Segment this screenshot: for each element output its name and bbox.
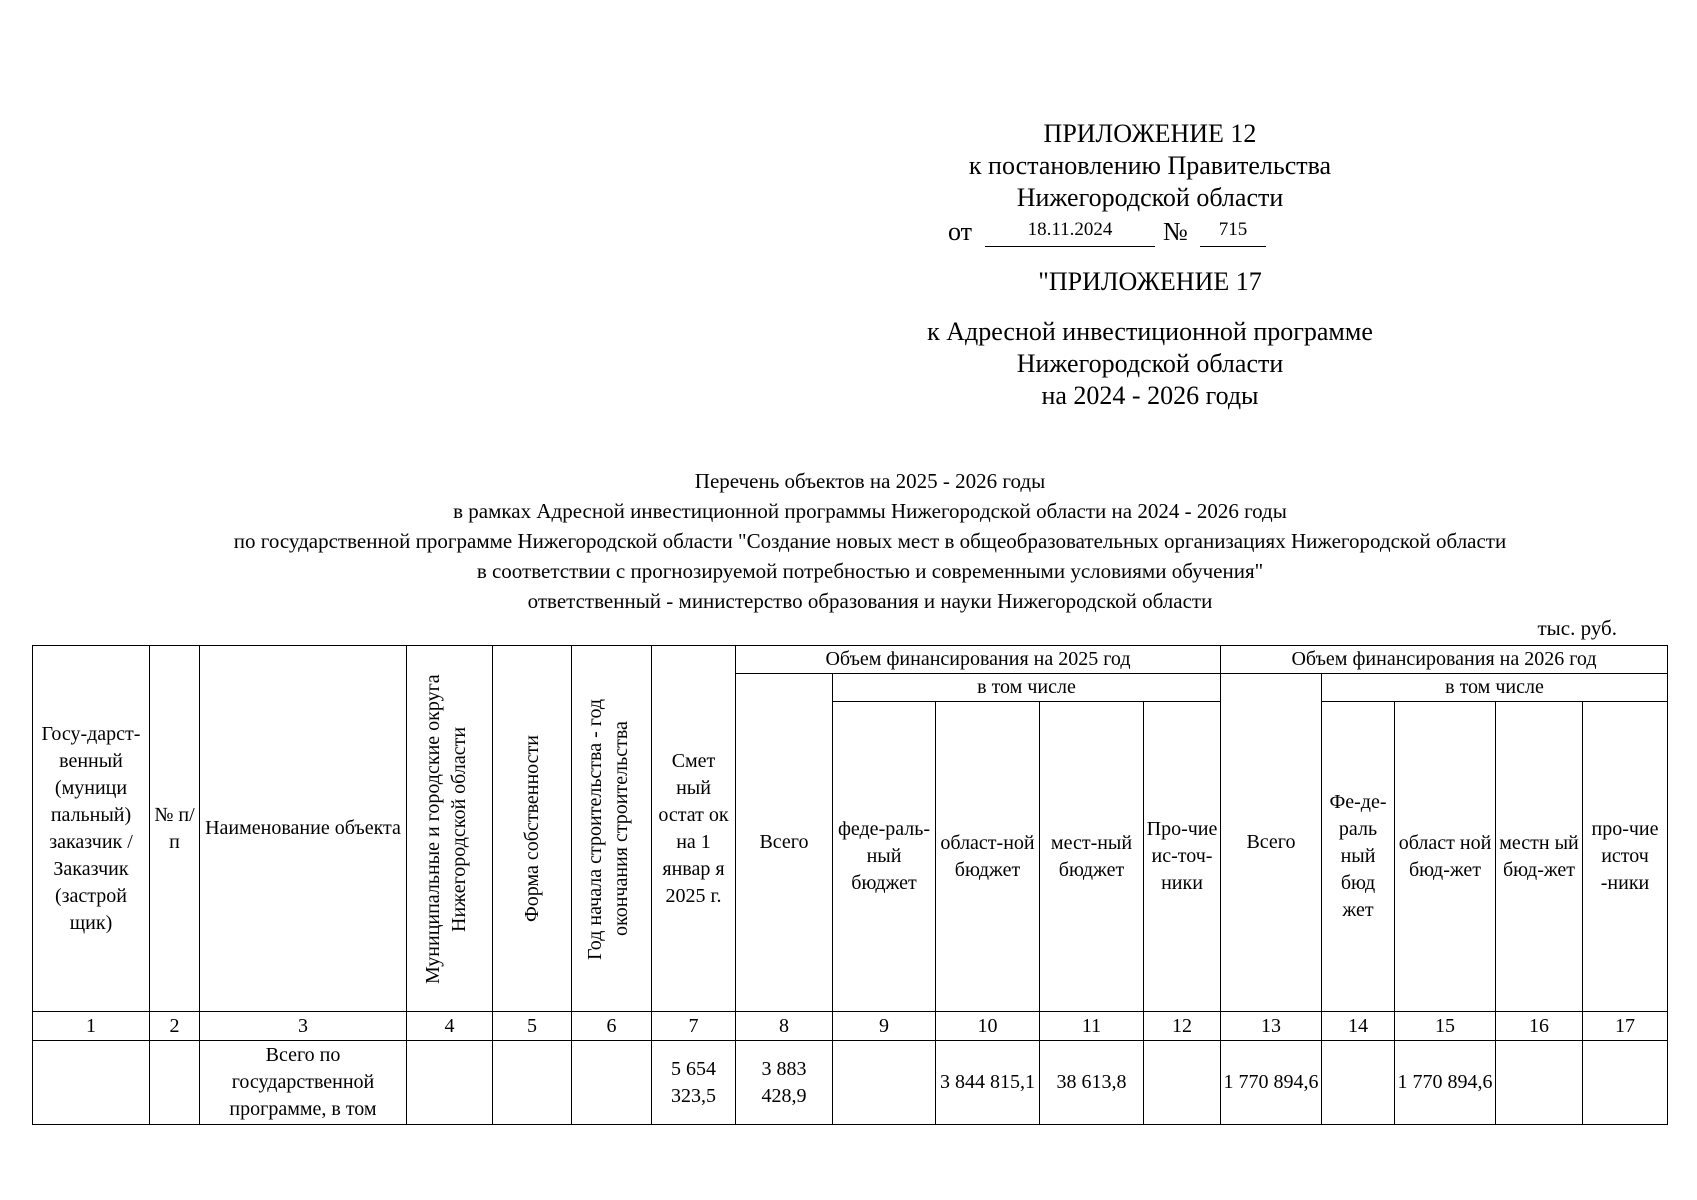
col-num-15: 15: [1395, 1012, 1496, 1041]
col-num-9: 9: [833, 1012, 936, 1041]
col-num-12: 12: [1144, 1012, 1221, 1041]
financing-table: [32, 645, 1668, 1125]
header-fin-2025: Объем финансирования на 2025 год: [736, 646, 1221, 674]
col-num-11: 11: [1040, 1012, 1144, 1041]
list-title-line4: в соответствии с прогнозируемой потребностью и современными условиями обучения": [476, 559, 1264, 583]
number-underline: [1200, 246, 1266, 247]
header-incl-2026: в том числе: [1322, 674, 1668, 702]
list-title-line3: по государственной программе Нижегородской области "Создание новых мест в общеобразовательных организациях Нижегородской области: [233, 529, 1507, 553]
cell-ownership: [493, 1041, 572, 1125]
table-row-total: [33, 1041, 1668, 1125]
header-estimate: Смет ный остат ок на 1 январ я 2025 г.: [652, 646, 736, 1012]
header-fin-2026: Объем финансирования на 2026 год: [1221, 646, 1668, 674]
annex17-line4: на 2024 - 2026 годы: [1041, 381, 1259, 410]
annex-header: [800, 118, 1500, 254]
col-num-3: 3: [200, 1012, 407, 1041]
col-num-4: 4: [407, 1012, 493, 1041]
annex-number: 715: [1218, 219, 1248, 240]
header-other-2025: Про-чие ис-точ-ники: [1144, 702, 1221, 1012]
header-total-2026: Всего: [1221, 674, 1322, 1012]
list-title-line1: Перечень объектов на 2025 - 2026 годы: [694, 469, 1046, 493]
from-label: от: [948, 217, 973, 246]
units-label: тыс. руб.: [1537, 616, 1617, 640]
col-num-1: 1: [33, 1012, 150, 1041]
cell-years: [572, 1041, 652, 1125]
header-municipality: Муниципальные и городские округа Нижегородской области: [407, 646, 493, 1012]
col-num-16: 16: [1496, 1012, 1583, 1041]
annex17-title: "ПРИЛОЖЕНИЕ 17: [1038, 267, 1262, 296]
number-label: №: [1163, 217, 1188, 246]
cell-municipality: [407, 1041, 493, 1125]
col-num-2: 2: [150, 1012, 200, 1041]
cell-total-label: Всего по государственной программе, в том: [200, 1041, 407, 1125]
annex-title: ПРИЛОЖЕНИЕ 12: [1043, 119, 1257, 148]
col-num-14: 14: [1322, 1012, 1395, 1041]
cell-local-2025: 38 613,8: [1040, 1041, 1144, 1125]
cell-total-2025: 3 883 428,9: [736, 1041, 833, 1125]
header-local-2026: местн ый бюд-жет: [1496, 702, 1583, 1012]
annex-line3: Нижегородской области: [1016, 183, 1284, 212]
header-years: Год начала строительства - год окончания строительства: [572, 646, 652, 1012]
col-num-13: 13: [1221, 1012, 1322, 1041]
annex-date-row: [800, 214, 1500, 254]
list-title-line2: в рамках Адресной инвестиционной программы Нижегородской области на 2024 - 2026 годы: [453, 499, 1287, 523]
header-regional-2026: област ной бюд-жет: [1395, 702, 1496, 1012]
header-regional-2025: област-ной бюджет: [936, 702, 1040, 1012]
cell-other-2026: [1583, 1041, 1668, 1125]
col-num-10: 10: [936, 1012, 1040, 1041]
col-num-17: 17: [1583, 1012, 1668, 1041]
cell-number: [150, 1041, 200, 1125]
header-customer: Госу-дарст-венный (муници пальный) заказчик / Заказчик (застрой щик): [33, 646, 150, 1012]
header-number: № п/п: [150, 646, 200, 1012]
cell-federal-2026: [1322, 1041, 1395, 1125]
col-num-8: 8: [736, 1012, 833, 1041]
header-ownership: Форма собственности: [493, 646, 572, 1012]
annex-date: 18.11.2024: [1027, 219, 1113, 240]
annex17-line2: к Адресной инвестиционной программе: [927, 317, 1373, 346]
header-object-name: Наименование объекта: [200, 646, 407, 1012]
cell-regional-2026: 1 770 894,6: [1395, 1041, 1496, 1125]
list-title: [60, 466, 1680, 616]
header-other-2026: про-чие источ -ники: [1583, 702, 1668, 1012]
col-num-5: 5: [493, 1012, 572, 1041]
cell-estimate: 5 654 323,5: [652, 1041, 736, 1125]
cell-local-2026: [1496, 1041, 1583, 1125]
col-num-6: 6: [572, 1012, 652, 1041]
header-total-2025: Всего: [736, 674, 833, 1012]
cell-other-2025: [1144, 1041, 1221, 1125]
header-federal-2025: феде-раль-ный бюджет: [833, 702, 936, 1012]
date-underline: [985, 246, 1155, 247]
annex17-line3: Нижегородской области: [1016, 349, 1284, 378]
list-title-line5: ответственный - министерство образования и науки Нижегородской области: [527, 589, 1213, 613]
header-incl-2025: в том числе: [833, 674, 1221, 702]
column-numbers-row: [33, 1012, 1668, 1041]
cell-customer: [33, 1041, 150, 1125]
col-num-7: 7: [652, 1012, 736, 1041]
header-local-2025: мест-ный бюджет: [1040, 702, 1144, 1012]
cell-regional-2025: 3 844 815,1: [936, 1041, 1040, 1125]
cell-federal-2025: [833, 1041, 936, 1125]
annex17-subtitle: [800, 316, 1500, 412]
header-federal-2026: Фе-де-раль ный бюд жет: [1322, 702, 1395, 1012]
annex-line2: к постановлению Правительства: [968, 151, 1332, 180]
cell-total-2026: 1 770 894,6: [1221, 1041, 1322, 1125]
